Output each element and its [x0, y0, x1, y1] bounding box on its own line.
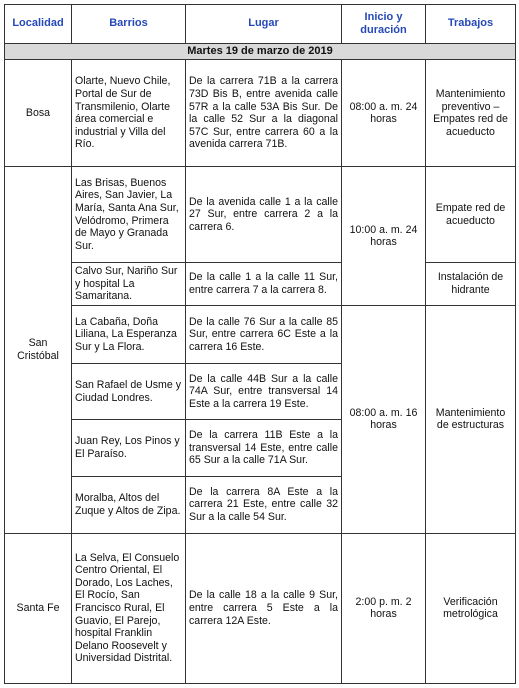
- table-row: [5, 262, 516, 305]
- lugar-cell: De la carrera 71B a la carrera 73D Bis B, entre avenida calle 57R a la calle 53A Bis Sur. De la calle 52 Sur a la diagonal 57C Sur, entre carrera 60 a la avenida carrera 71B.: [186, 59, 342, 167]
- lugar-cell: De la calle 44B Sur a la calle 74A Sur, entre transversal 14 Este a la carrera 19 Este.: [186, 364, 342, 420]
- work-schedule-table: [4, 4, 516, 684]
- inicio-cell: 08:00 a. m. 24 horas: [342, 59, 426, 167]
- table-row: [5, 533, 516, 683]
- barrios-cell: Olarte, Nuevo Chile, Portal de Sur de Transmilenio, Olarte área comercial e industrial y Villa del Río.: [72, 59, 186, 167]
- lugar-cell: De la calle 1 a la calle 11 Sur, entre carrera 7 a la carrera 8.: [186, 262, 342, 305]
- barrios-cell: Calvo Sur, Nariño Sur y hospital La Samaritana.: [72, 262, 186, 305]
- barrios-cell: Moralba, Altos del Zuque y Altos de Zipa.: [72, 476, 186, 533]
- table-row: [5, 306, 516, 364]
- table-row: [5, 167, 516, 262]
- table-row: [5, 59, 516, 167]
- trabajos-cell: Verificación metrológica: [426, 533, 516, 683]
- lugar-cell: De la calle 18 a la calle 9 Sur, entre carrera 5 Este a la carrera 12A Este.: [186, 533, 342, 683]
- barrios-cell: La Selva, El Consuelo Centro Oriental, El Dorado, Los Laches, El Rocío, San Francisco Rural, El Guavio, El Parejo, hospital Franklin Delano Roosevelt y Universidad Distrital.: [72, 533, 186, 683]
- date-label: Martes 19 de marzo de 2019: [5, 43, 516, 59]
- lugar-cell: De la avenida calle 1 a la calle 27 Sur, entre carrera 2 a la carrera 6.: [186, 167, 342, 262]
- trabajos-cell: Mantenimiento preventivo – Empates red de acueducto: [426, 59, 516, 167]
- header-lugar: Lugar: [186, 5, 342, 44]
- lugar-cell: De la carrera 11B Este a la transversal 14 Este, entre calle 65 Sur a la calle 71A Sur.: [186, 419, 342, 476]
- localidad-cell: San Cristóbal: [5, 167, 72, 533]
- header-trabajos: Trabajos: [426, 5, 516, 44]
- inicio-cell: 2:00 p. m. 2 horas: [342, 533, 426, 683]
- barrios-cell: Juan Rey, Los Pinos y El Paraíso.: [72, 419, 186, 476]
- header-inicio: Inicio y duración: [342, 5, 426, 44]
- barrios-cell: San Rafael de Usme y Ciudad Londres.: [72, 364, 186, 420]
- trabajos-cell: Empate red de acueducto: [426, 167, 516, 262]
- header-barrios: Barrios: [72, 5, 186, 44]
- localidad-cell: Santa Fe: [5, 533, 72, 683]
- barrios-cell: Las Brisas, Buenos Aires, San Javier, La María, Santa Ana Sur, Velódromo, Primera de Mayo y Granada Sur.: [72, 167, 186, 262]
- localidad-cell: Bosa: [5, 59, 72, 167]
- header-row: [5, 5, 516, 44]
- lugar-cell: De la carrera 8A Este a la carrera 21 Este, entre calle 32 Sur a la calle 54 Sur.: [186, 476, 342, 533]
- inicio-cell: 08:00 a. m. 16 horas: [342, 306, 426, 533]
- lugar-cell: De la calle 76 Sur a la calle 85 Sur, entre carrera 6C Este a la carrera 16 Este.: [186, 306, 342, 364]
- trabajos-cell: Mantenimiento de estructuras: [426, 306, 516, 533]
- date-row: [5, 43, 516, 59]
- trabajos-cell: Instalación de hidrante: [426, 262, 516, 305]
- inicio-cell: 10:00 a. m. 24 horas: [342, 167, 426, 306]
- barrios-cell: La Cabaña, Doña Liliana, La Esperanza Sur y La Flora.: [72, 306, 186, 364]
- header-localidad: Localidad: [5, 5, 72, 44]
